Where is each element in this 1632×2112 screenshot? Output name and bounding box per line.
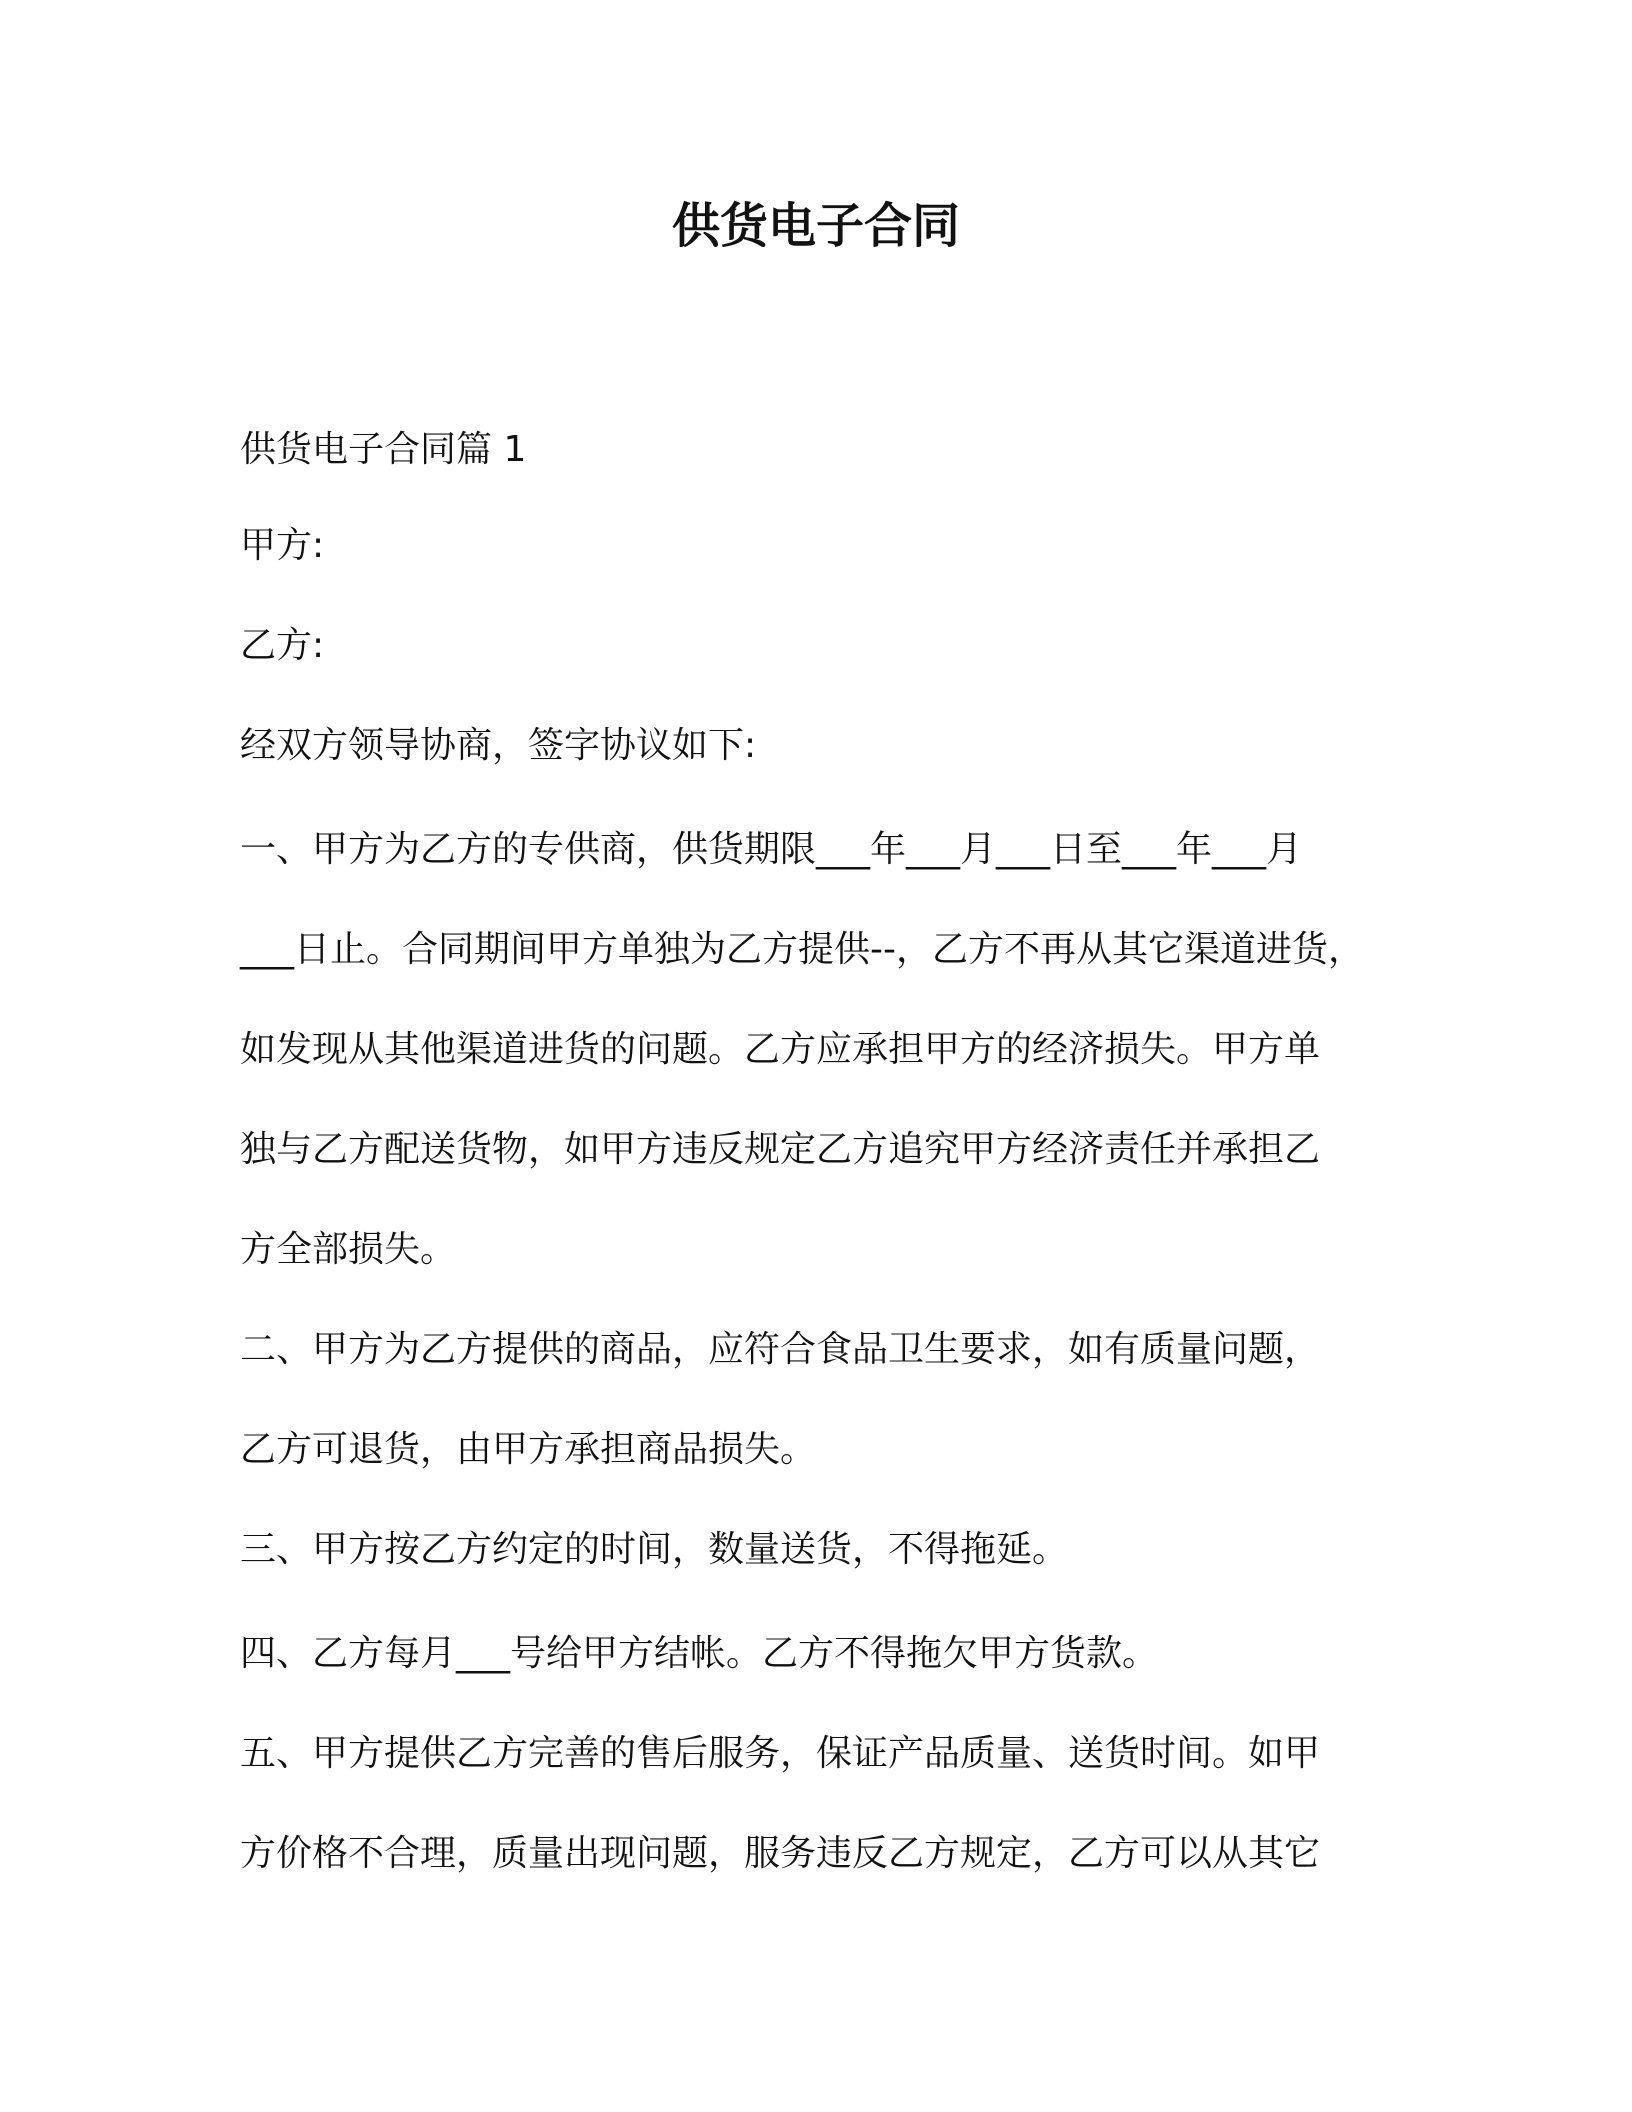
- clause-line: 方全部损失。: [240, 1229, 457, 1270]
- clause-line: 如发现从其他渠道进货的问题。乙方应承担甲方的经济损失。甲方单: [240, 1029, 1321, 1070]
- intro-line: 经双方领导协商，签字协议如下:: [240, 725, 757, 766]
- clause-line: 一、甲方为乙方的专供商，供货期限___年___月___日至___年___月: [240, 829, 1303, 870]
- clause-line: 乙方可退货，由甲方承担商品损失。: [240, 1429, 817, 1470]
- clause-line: ___日止。合同期间甲方单独为乙方提供--，乙方不再从其它渠道进货，: [240, 929, 1364, 970]
- clause-line: 四、乙方每月___号给甲方结帐。乙方不得拖欠甲方货款。: [240, 1633, 1159, 1674]
- document-title: 供货电子合同: [671, 198, 960, 254]
- clause-line: 独与乙方配送货物，如甲方违反规定乙方追究甲方经济责任并承担乙: [240, 1129, 1321, 1170]
- clause-line: 方价格不合理，质量出现问题，服务违反乙方规定，乙方可以从其它: [240, 1833, 1321, 1874]
- clause-line: 三、甲方按乙方约定的时间，数量送货，不得拖延。: [240, 1529, 1069, 1570]
- clause-line: 五、甲方提供乙方完善的售后服务，保证产品质量、送货时间。如甲: [240, 1733, 1321, 1774]
- party-a-line: 甲方:: [240, 525, 325, 566]
- clause-line: 二、甲方为乙方提供的商品，应符合食品卫生要求，如有质量问题，: [240, 1329, 1321, 1370]
- section-heading: 供货电子合同篇 1: [240, 429, 527, 470]
- party-b-line: 乙方:: [240, 625, 325, 666]
